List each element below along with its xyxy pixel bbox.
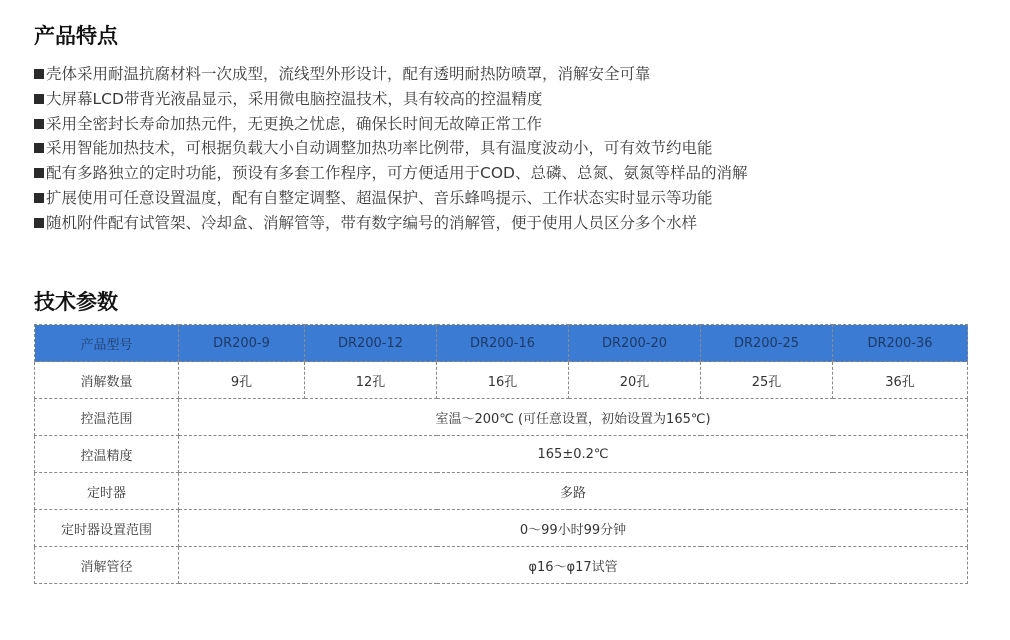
table-cell: 36孔 <box>833 362 968 399</box>
table-row <box>35 510 968 547</box>
table-row <box>35 547 968 584</box>
table-header-row <box>35 325 968 362</box>
table-cell: 165±0.2℃ <box>179 436 968 473</box>
header-cell: DR200-20 <box>569 325 701 362</box>
feature-item: 随机附件配有试管架、冷却盒、消解管等，带有数字编号的消解管，便于使用人员区分多个水样 <box>34 211 747 236</box>
row-label: 消解管径 <box>35 547 179 584</box>
table-cell: 9孔 <box>179 362 305 399</box>
header-cell: DR200-25 <box>701 325 833 362</box>
header-cell: DR200-12 <box>305 325 437 362</box>
features-list <box>34 62 747 236</box>
row-label: 定时器设置范围 <box>35 510 179 547</box>
table-cell: φ16～φ17试管 <box>179 547 968 584</box>
specs-title: 技术参数 <box>34 290 118 314</box>
table-row <box>35 399 968 436</box>
feature-item: 配有多路独立的定时功能，预设有多套工作程序，可方便适用于COD、总磷、总氮、氨氮等样品的消解 <box>34 161 747 186</box>
feature-item: 大屏幕LCD带背光液晶显示，采用微电脑控温技术，具有较高的控温精度 <box>34 87 747 112</box>
table-cell: 25孔 <box>701 362 833 399</box>
feature-item: 采用智能加热技术，可根据负载大小自动调整加热功率比例带，具有温度波动小，可有效节约电能 <box>34 136 747 161</box>
row-label: 控温精度 <box>35 436 179 473</box>
table-cell: 20孔 <box>569 362 701 399</box>
row-label: 定时器 <box>35 473 179 510</box>
square-bullet-icon <box>34 69 44 79</box>
square-bullet-icon <box>34 94 44 104</box>
table-cell: 0～99小时99分钟 <box>179 510 968 547</box>
table-cell: 12孔 <box>305 362 437 399</box>
square-bullet-icon <box>34 193 44 203</box>
feature-item: 扩展使用可任意设置温度，配有自整定调整、超温保护、音乐蜂鸣提示、工作状态实时显示等功能 <box>34 186 747 211</box>
header-cell: DR200-16 <box>437 325 569 362</box>
square-bullet-icon <box>34 143 44 153</box>
header-cell: DR200-36 <box>833 325 968 362</box>
header-cell: DR200-9 <box>179 325 305 362</box>
table-cell: 室温～200℃ (可任意设置，初始设置为165℃) <box>179 399 968 436</box>
header-cell-model: 产品型号 <box>35 325 179 362</box>
features-title: 产品特点 <box>34 24 118 48</box>
table-cell: 16孔 <box>437 362 569 399</box>
table-row <box>35 473 968 510</box>
table-cell: 多路 <box>179 473 968 510</box>
square-bullet-icon <box>34 168 44 178</box>
row-label: 消解数量 <box>35 362 179 399</box>
feature-item: 采用全密封长寿命加热元件，无更换之忧虑，确保长时间无故障正常工作 <box>34 112 747 137</box>
square-bullet-icon <box>34 119 44 129</box>
table-row <box>35 362 968 399</box>
square-bullet-icon <box>34 218 44 228</box>
table-row <box>35 436 968 473</box>
row-label: 控温范围 <box>35 399 179 436</box>
feature-item: 壳体采用耐温抗腐材料一次成型，流线型外形设计，配有透明耐热防喷罩，消解安全可靠 <box>34 62 747 87</box>
specs-table <box>34 324 968 584</box>
